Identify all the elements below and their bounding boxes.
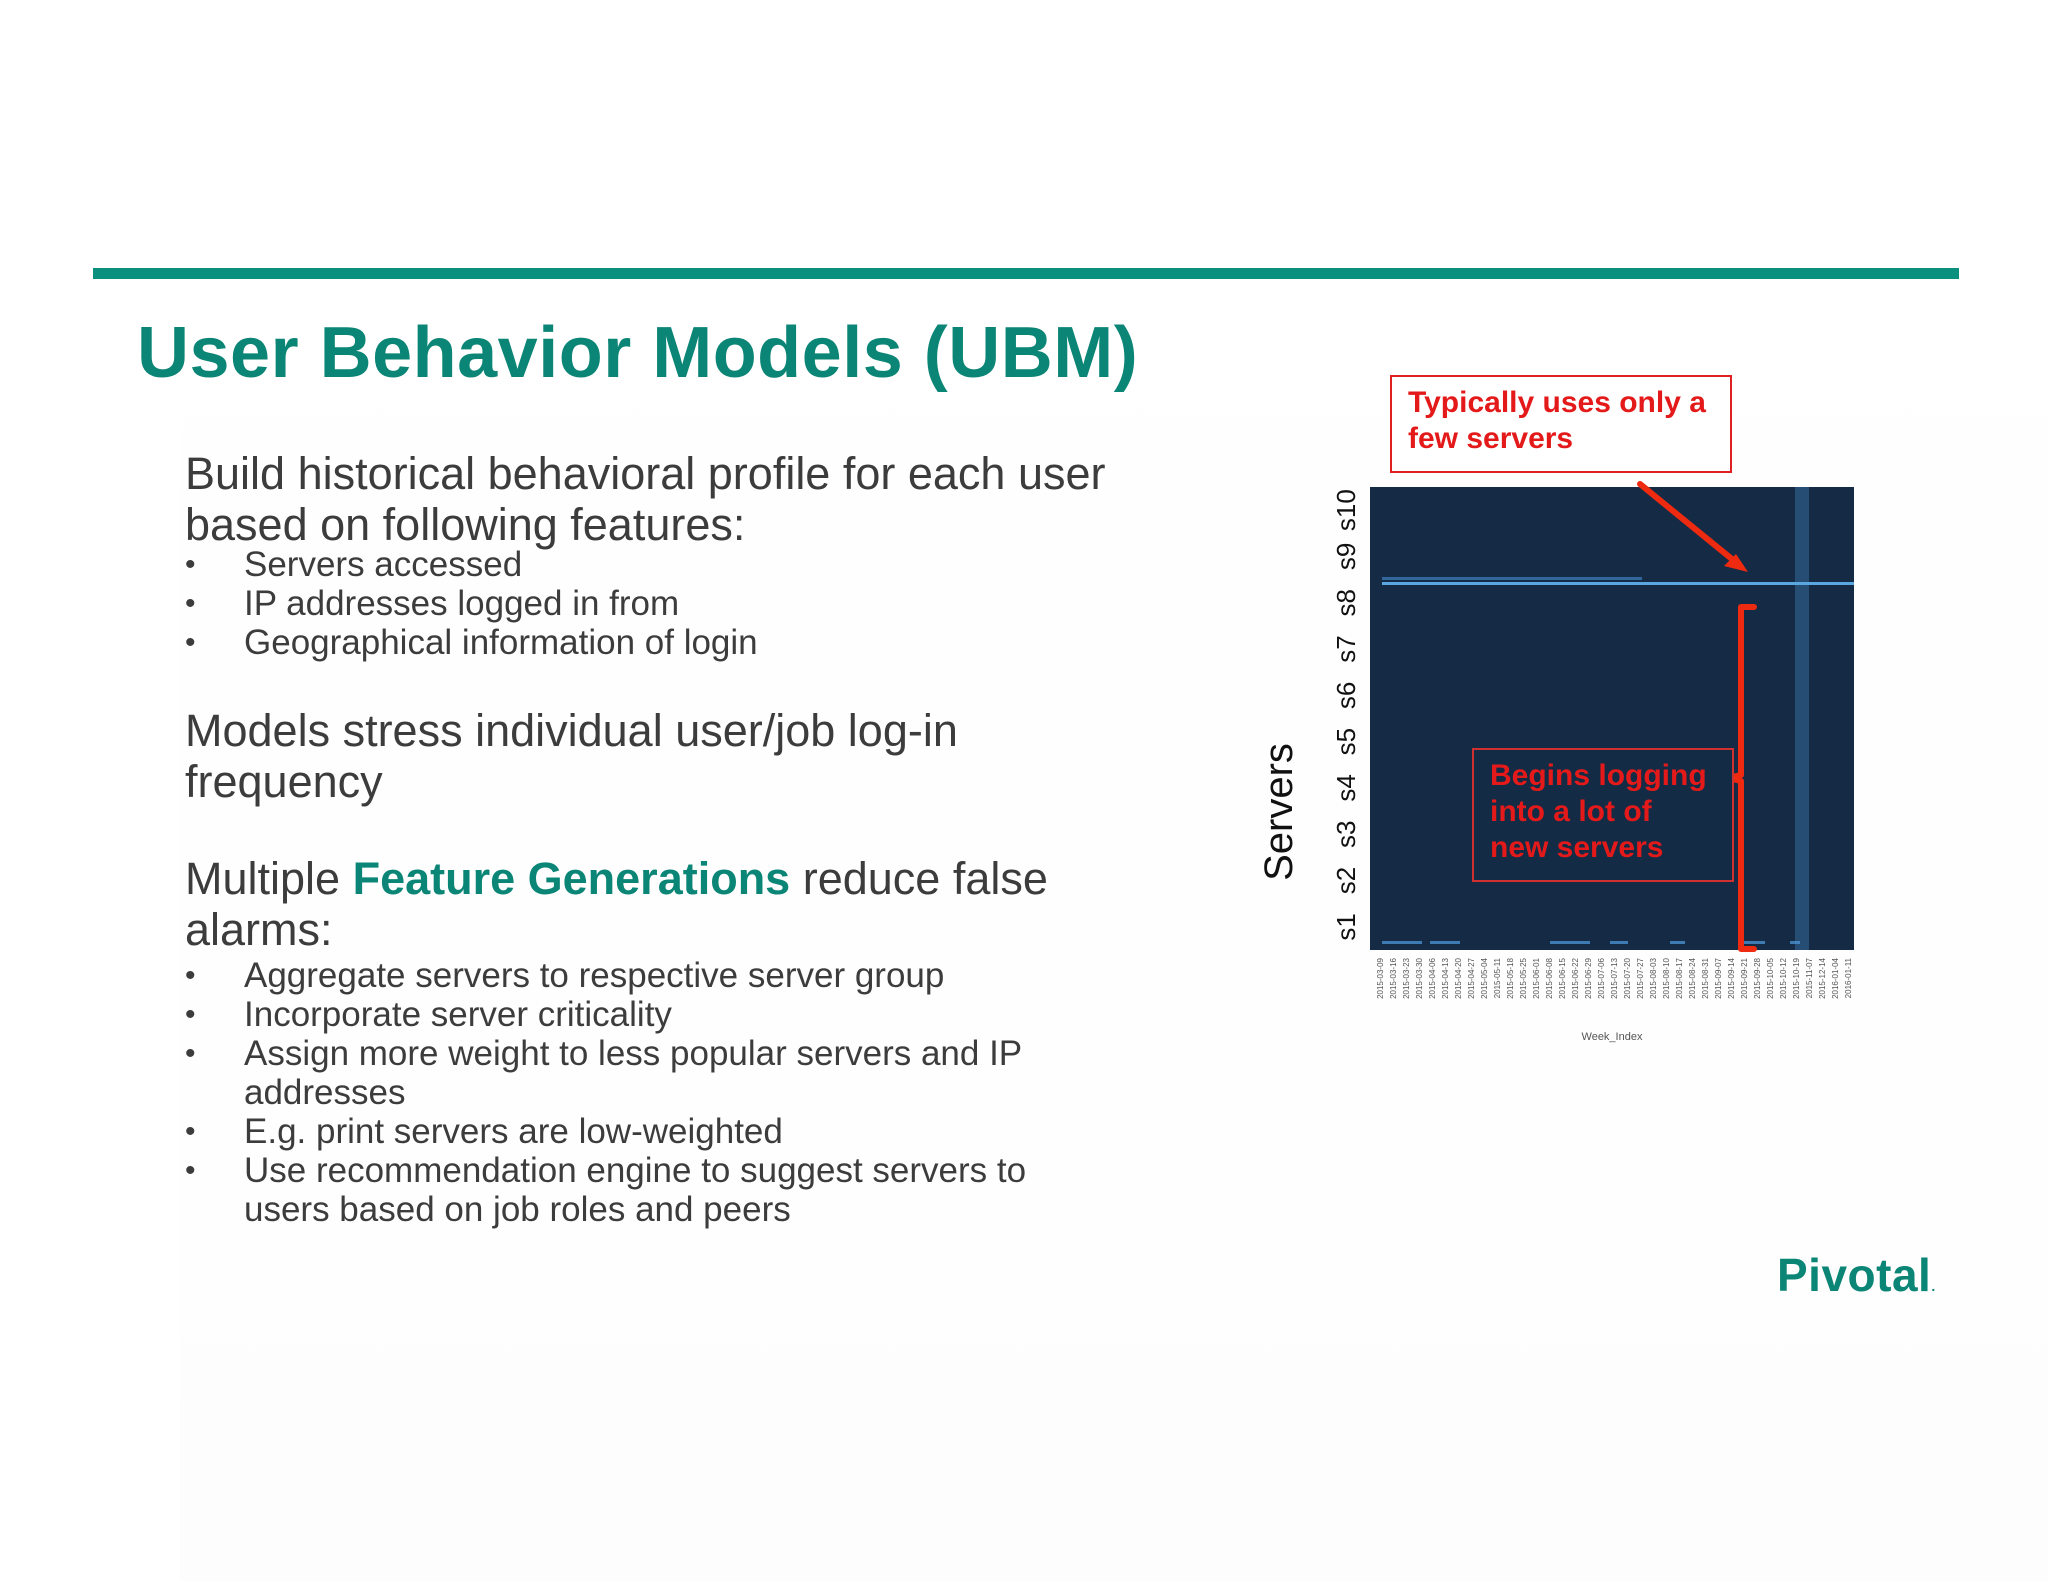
x-tick-label: 2015-05-11 [1493, 958, 1502, 999]
x-axis-label: Week_Index [1581, 1031, 1643, 1043]
x-tick-label: 2015-10-19 [1792, 958, 1801, 999]
y-tick-label: s3 [1331, 820, 1361, 848]
slide-title: User Behavior Models (UBM) [137, 313, 1139, 393]
list-item: • Use recommendation engine to suggest servers to users based on job roles and peers [185, 1151, 1074, 1229]
x-tick-label: 2015-09-07 [1714, 958, 1723, 999]
list-item: • IP addresses logged in from [185, 584, 1085, 623]
y-tick-label: s8 [1331, 589, 1361, 617]
heatmap-row-streak [1790, 941, 1800, 944]
x-tick-label: 2015-07-27 [1636, 958, 1645, 999]
x-tick-label: 2015-09-28 [1753, 958, 1762, 999]
x-tick-label: 2015-09-14 [1727, 958, 1736, 999]
feature-list [185, 545, 1085, 662]
heatmap-row-streak [1610, 941, 1628, 944]
paragraph-feature-generations [185, 853, 1145, 955]
logo-text: Pivotal [1777, 1249, 1932, 1301]
x-tick-label: 2015-12-14 [1818, 958, 1827, 999]
y-tick-label: s5 [1331, 727, 1361, 756]
header-rule [93, 268, 1959, 279]
y-tick-label: s4 [1331, 774, 1361, 802]
x-tick-label: 2015-03-16 [1389, 958, 1398, 999]
x-tick-label: 2015-03-09 [1376, 958, 1385, 999]
false-alarm-list [185, 956, 1185, 1229]
x-tick-label: 2015-06-22 [1571, 958, 1580, 999]
para3-after: reduce false alarms: [185, 853, 1048, 955]
y-tick-label: s9 [1331, 542, 1361, 571]
y-axis-label: Servers [1257, 743, 1301, 881]
x-tick-label: 2016-01-04 [1831, 958, 1840, 999]
x-tick-label: 2016-01-11 [1844, 958, 1853, 999]
heatmap-row-streak [1550, 941, 1590, 944]
x-tick-label: 2015-06-01 [1532, 958, 1541, 999]
x-tick-label: 2015-07-13 [1610, 958, 1619, 999]
paragraph-models-stress: Models stress individual user/job log-in frequency [185, 705, 958, 807]
server-heatmap-figure [1240, 360, 1940, 1080]
x-tick-label: 2015-08-31 [1701, 958, 1710, 999]
x-tick-label: 2015-04-20 [1454, 958, 1463, 999]
heatmap-row-streak [1430, 941, 1460, 944]
list-item: • Aggregate servers to respective server group [185, 956, 1185, 995]
x-tick-label: 2015-07-20 [1623, 958, 1632, 999]
x-tick-label: 2015-04-06 [1428, 958, 1437, 999]
logo-trademark-dot: . [1931, 1278, 1936, 1294]
heatmap-row-streak [1670, 941, 1685, 944]
heatmap-row-streak [1382, 577, 1642, 580]
list-item: • Geographical information of login [185, 623, 1085, 662]
x-tick-label: 2015-06-15 [1558, 958, 1567, 999]
x-tick-label: 2015-10-05 [1766, 958, 1775, 999]
x-tick-label: 2015-05-18 [1506, 958, 1515, 999]
y-tick-label: s6 [1331, 681, 1361, 710]
x-tick-label: 2015-08-03 [1649, 958, 1658, 999]
x-tick-label: 2015-06-08 [1545, 958, 1554, 999]
annotation-few-servers: Typically uses only a few servers [1390, 375, 1732, 473]
list-item: • E.g. print servers are low-weighted [185, 1112, 1185, 1151]
para3-before: Multiple [185, 853, 353, 904]
list-item: • Incorporate server criticality [185, 995, 1185, 1034]
x-tick-label: 2015-05-25 [1519, 958, 1528, 999]
heatmap-row-streak [1382, 941, 1422, 944]
x-tick-label: 2015-05-04 [1480, 958, 1489, 999]
y-tick-label: s1 [1331, 913, 1361, 941]
x-tick-label: 2015-06-29 [1584, 958, 1593, 999]
x-tick-label: 2015-08-24 [1688, 958, 1697, 999]
y-tick-label: s10 [1331, 489, 1361, 532]
x-tick-label: 2015-04-13 [1441, 958, 1450, 999]
y-tick-labels [1331, 489, 1361, 940]
x-tick-label: 2015-03-30 [1415, 958, 1424, 999]
paragraph-build-profile: Build historical behavioral profile for each user based on following features: [185, 448, 1106, 550]
x-tick-label: 2015-08-17 [1675, 958, 1684, 999]
x-tick-label: 2015-09-21 [1740, 958, 1749, 999]
list-item: • Assign more weight to less popular servers and IP addresses [185, 1034, 1074, 1112]
list-item: • Servers accessed [185, 545, 1085, 584]
x-tick-label: 2015-08-10 [1662, 958, 1671, 999]
heatmap-column-band [1795, 487, 1809, 950]
heatmap-row-streak [1382, 582, 1854, 585]
feature-generations-highlight: Feature Generations [352, 853, 791, 904]
y-tick-label: s7 [1331, 635, 1361, 663]
x-tick-labels [1376, 957, 1853, 998]
x-tick-label: 2015-11-07 [1805, 958, 1814, 999]
x-tick-label: 2015-04-27 [1467, 958, 1476, 999]
y-tick-label: s2 [1331, 866, 1361, 895]
x-tick-label: 2015-07-06 [1597, 958, 1606, 999]
pivotal-logo [1777, 1248, 1936, 1302]
annotation-new-servers: Begins logging into a lot of new servers [1472, 748, 1734, 882]
x-tick-label: 2015-10-12 [1779, 958, 1788, 999]
x-tick-label: 2015-03-23 [1402, 958, 1411, 999]
